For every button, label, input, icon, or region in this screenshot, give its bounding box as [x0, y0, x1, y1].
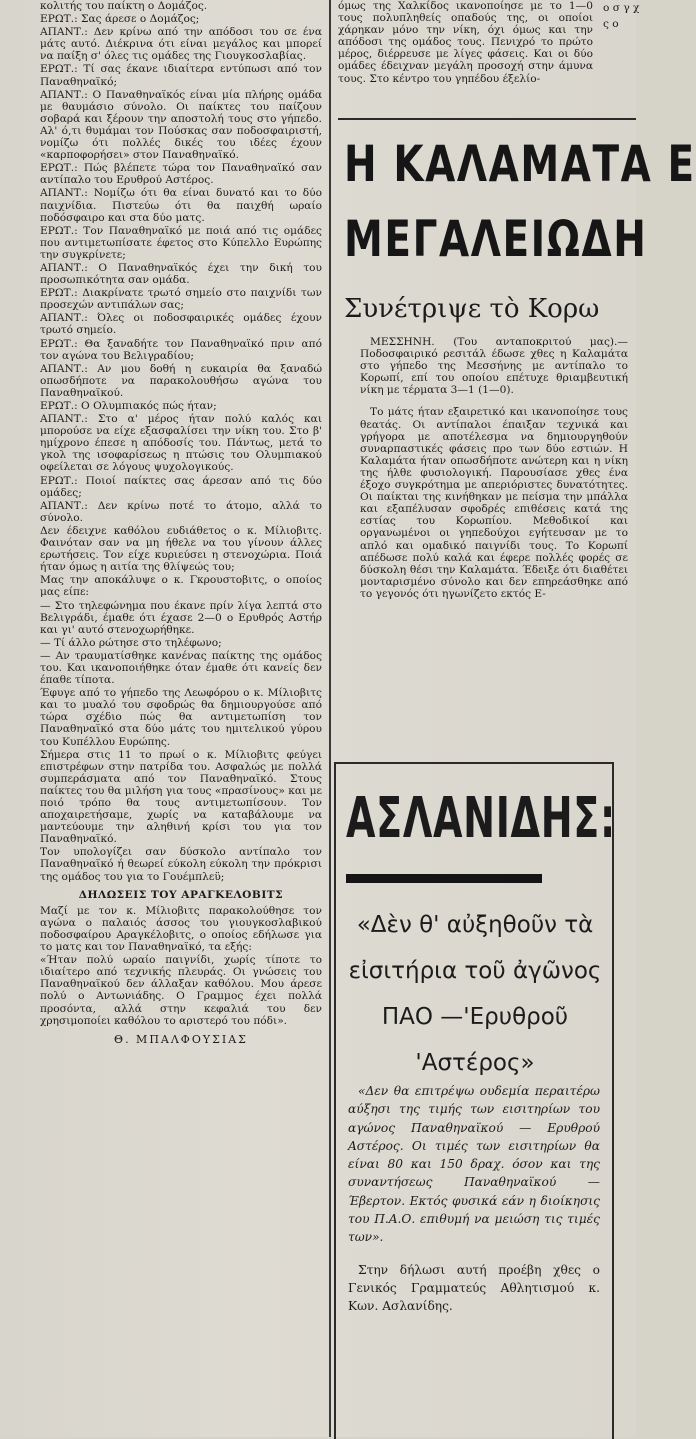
paragraph: Μαζί με τον κ. Μίλιοβιτς παρακολούθησε τον αγώνα ο παλαιός άσσος του γιουγκοσλαβικού ποδοσφαίρου Αραγκέλοβιτς, ο οποίος εδήλωσε για το ματς και τον Παναθηναϊκό, τα εξής:: [40, 904, 322, 954]
paragraph: ΕΡΩΤ.: Τον Παναθηναϊκό με ποιά από τις ομάδες που αντιμετωπίσατε έφετος στο Κύπελλο Ευρώπης την συγκρίνετε;: [40, 224, 322, 261]
paragraph: ΜΕΣΣΗΝΗ. (Του ανταποκριτού μας).— Ποδοσφαιρικό ρεσιτάλ έδωσε χθες η Καλαμάτα στο γήπεδο της Μεσσήνης με αντίπαλο το Κορωπί, επί του οποίου επέτυχε θριαμβευτική νίκη με τέρματα 3—1 (1—0).: [360, 336, 628, 397]
paragraph: — Στο τηλεφώνημα που έκανε πρίν λίγα λεπτά στο Βελιγράδι, έμαθε ότι έχασε 2—0 ο Ερυθρός Αστήρ και γι' αυτό στενοχωρήθηκε.: [40, 599, 322, 636]
title-underline-bar: [346, 874, 542, 883]
paragraph: — Αν τραυματίσθηκε κανένας παίκτης της ομάδος του. Και ικανοποιήθηκε όταν έμαθε ότι κανείς δεν έπαθε τίποτα.: [40, 649, 322, 687]
paragraph: ΕΡΩΤ.: Πώς βλέπετε τώρα τον Παναθηναϊκό σαν αντίπαλο του Ερυθρού Αστέρος.: [40, 162, 322, 187]
paragraph: «Δεν θα επιτρέψω ουδεμία περαιτέρω αύξησι της τιμής των εισιτηρίων του αγώνος Παναθηναϊκού — Ερυθρού Αστέρος. Οι τιμές των εισιτηρίων θα είναι 80 και 150 δραχ. όσον και της συναντήσεως Παναθηναϊκού — Έβερτον. Εκτός φυσικά εάν η διοίκησις του Π.Α.Ο. επιθυμή να μειώση τις τιμές των».: [348, 1084, 600, 1245]
paragraph: ΑΠΑΝΤ.: Νομίζω ότι θα είναι δυνατό και το δύο παιχνίδια. Πιστεύω ότι θα παιχθή ωραίο ποδόσφαιρο και στα δύο ματς.: [40, 187, 322, 224]
paragraph: ΕΡΩΤ.: Ποιοί παίκτες σας άρεσαν από τις δύο ομάδες;: [40, 474, 322, 499]
paragraph: ΑΠΑΝΤ.: Όλες οι ποδοσφαιρικές ομάδες έχουν τρωτό σημείο.: [40, 312, 322, 337]
cropped-column-edge: ο σ γ χ ς ο: [603, 2, 640, 30]
box-title: ΑΣΛΑΝΙΔΗΣ:: [346, 786, 616, 851]
box-body: [348, 1082, 600, 1330]
byline: Θ. ΜΠΑΛΦΟΥΣΙΑΣ: [114, 1032, 248, 1046]
paragraph: ΑΠΑΝΤ.: Δεν κρίνω από την απόδοσι του σε ένα μάτς αυτό. Διέκρινα ότι είναι μεγάλος και μπορεί να παίξη σ' όλες τις ομάδες της Γιουγκοσλαβίας.: [40, 26, 322, 63]
paragraph: ΕΡΩΤ.: Θα ξαναδήτε τον Παναθηναϊκό πριν από τον αγώνα του Βελιγραδίου;: [40, 337, 322, 362]
paragraph: — Τί άλλο ρώτησε στο τηλέφωνο;: [40, 636, 222, 649]
paragraph: ΑΠΑΝΤ.: Ο Παναθηναϊκός είναι μία πλήρης ομάδα με θαυμάσιο σύνολο. Οι παίκτες του παίζουν σοβαρά και ξέρουν την αποστολή τους στο γήπεδο. Αλ' ό,τι θυμάμαι τον Πούσκας σαν ποδοσφαιριστή, νομίζω ότι πολλές δικές του ιδέες έχουν «καρποφορήσει» στον Παναθηναϊκό.: [40, 88, 322, 162]
right-column: [338, 0, 696, 1437]
interview-column: [40, 0, 322, 1437]
headline-line-2: ΜΕΓΑΛΕΙΩΔΗ: [344, 210, 648, 268]
paragraph: ΑΠΑΝΤ.: Ο Παναθηναϊκός έχει την δική του προσωπικότητα σαν ομάδα.: [40, 261, 322, 287]
aslanidis-box: [334, 762, 614, 1439]
paragraph: κολιτής του παίκτη ο Δομάζος.: [40, 0, 208, 12]
column-divider: [329, 0, 331, 1437]
continued-article: όμως της Χαλκίδος ικανοποίησε με το 1—0 τους πολυπληθείς οπαδούς της, οι οποίοι χάρηκαν μόνο την νίκη, όχι όμως και την απόδοσι της ομάδος τους. Πενιχρό το πρώτο μέρος, διέρρευσε με λίγες φάσεις. Και οι δύο ομάδες έδειχναν μεγάλη προσοχή στην άμυνα τους. Στο κέντρο του γηπέδου έξελίο-: [338, 0, 593, 85]
paragraph: Έφυγε από το γήπεδο της Λεωφόρου ο κ. Μίλιοβιτς και το μυαλό του σφοδρώς θα δημιουργούσε από τώρα σχέδιο πώς θα αντιμετωπίση τον Παναθηναϊκό στα δύο μάτς του ημιτελικού γύρου του Κυπέλλου Ευρώπης.: [40, 687, 322, 748]
headline-line-1: Η ΚΑΛΑΜΑΤΑ Ε: [344, 135, 696, 193]
paragraph: ΕΡΩΤ.: Τί σας έκανε ιδιαίτερα εντύπωσι από τον Παναθηναϊκό;: [40, 63, 322, 88]
paragraph: ΕΡΩΤ.: Σας άρεσε ο Δομάζος;: [40, 13, 200, 26]
subheadline: Συνέτριψε τὸ Κορω: [344, 294, 600, 324]
paragraph: Στην δήλωσι αυτή προέβη χθες ο Γενικός Γραμματεύς Αθλητισμού κ. Κων. Ασλανίδης.: [348, 1262, 600, 1314]
paragraph: Δεν έδειχνε καθόλου ευδιάθετος ο κ. Μίλιοβιτς. Φαινόταν σαν να μη ήθελε να του γίνουν άλλες ερωτήσεις. Τον είχε κυριεύσει η στενοχώρια. Ποιά ήταν όμως η αιτία της θλίψεώς του;: [40, 524, 322, 574]
box-quote-headline: «Δὲν θ' αὐξηθοῦν τὰ εἰσιτήρια τοῦ ἀγῶνος ΠΑΟ —'Ερυθροῦ 'Αστέρος»: [348, 912, 602, 1076]
paragraph: Μας την αποκάλυψε ο κ. Γκρουστοβιτς, ο οποίος μας είπε:: [40, 574, 322, 599]
paragraph: Σήμερα στις 11 το πρωί ο κ. Μίλιοβιτς φεύγει επιστρέφων στην πατρίδα του. Ασφαλώς με πολλά συμπεράσματα από τον Παναθηναϊκό. Στους παίκτες του θα μιλήση για τους «πρασίνους» και με ποιό τρόπο θα τους αντιμετωπίσουν. Τον αποχαιρετήσαμε, χωρίς να καταβάλουμε να μαντεύουμε την αληθινή κρίσι του για τον Παναθηναϊκό.: [40, 748, 322, 846]
paragraph: ΑΠΑΝΤ.: Δεν κρίνω ποτέ το άτομο, αλλά το σύνολο.: [40, 499, 322, 524]
paragraph: ΕΡΩΤ.: Διακρίνατε τρωτό σημείο στο παιχνίδι των προσεχών αντιπάλων σας;: [40, 287, 322, 312]
paragraph: ΕΡΩΤ.: Ο Ολυμπιακός πώς ήταν;: [40, 400, 217, 412]
paragraph: ΑΠΑΝΤ.: Στο α' μέρος ήταν πολύ καλός και μπορούσε να είχε εξασφαλίσει την νίκη του. Στο β' ημίχρονο έπεσε η απόδοσίς του. Πάντως, μετά το γκολ της ισοφαρίσεως η πτώσις του Ολυμπιακού οφείλεται σε λόγους ψυχολογικούς.: [40, 413, 322, 474]
paragraph: «Ήταν πολύ ωραίο παιγνίδι, χωρίς τίποτε το ιδιαίτερο από τεχνικής πλευράς. Οι γνώσεις του Παναθηναϊκού δεν άλλαξαν καθόλου. Μου άρεσε πολύ ο Αντωνιάδης. Ο Γραμμος έχει πολλά προσόντα, αλλά στην κεφαλιά του δεν χρησιμοποίει καθόλου το αριστερό του πόδι».: [40, 954, 322, 1027]
horizontal-rule: [338, 118, 636, 120]
paragraph: Τον υπολογίζει σαν δύσκολο αντίπαλο τον Παναθηναϊκό ή θεωρεί εύκολη εύκολη την πρόκρισι της ομάδος του για το Γουέμπλεϋ;: [40, 846, 322, 883]
paragraph: Το μάτς ήταν εξαιρετικό και ικανοποίησε τους θεατάς. Οι αντίπαλοι έπαιξαν τεχνικά και γρήγορα με αποτέλεσμα να δημιουργηθούν συναρπαστικές φάσεις προ των δύο εστιών. Η Καλαμάτα ήταν οπωσδήποτε ανώτερη και η νίκη της ήλθε φυσιολογική. Παρουσίασε χθες ένα έξοχο συγκρότημα με απεριόριστες δυνατότητες. Οι παίκται της κινήθηκαν με πείσμα την μπάλλα και εξαπέλυσαν σφοδρές επιθέσεις κατά της εστίας του Κορωπίου. Μεθοδικοί και οργανωμένοι οι γηπεδούχοι εγήτευσαν με το απλό και ομαδικό παιγνίδι τους. Το Κορωπί απέδωσε πολύ καλά και έφερε πολλές φορές σε δύσκολη θέσι την Καλαμάτα. Έδειξε ότι διαθέτει μονταρισμένο σύνολο και δεν επηρεάσθηκε από το γεγονός ότι ηγωνίζετο εκτός Ε-: [360, 406, 628, 600]
kalamata-article: [360, 336, 628, 610]
paragraph: ΑΠΑΝΤ.: Αν μου δοθή η ευκαιρία θα ξαναδώ οπωσδήποτε να παρακολουθήσω αγώνα του Παναθηναϊκού.: [40, 362, 322, 399]
subheading: ΔΗΛΩΣΕΙΣ ΤΟΥ ΑΡΑΓΚΕΛΟΒΙΤΣ: [78, 888, 284, 901]
